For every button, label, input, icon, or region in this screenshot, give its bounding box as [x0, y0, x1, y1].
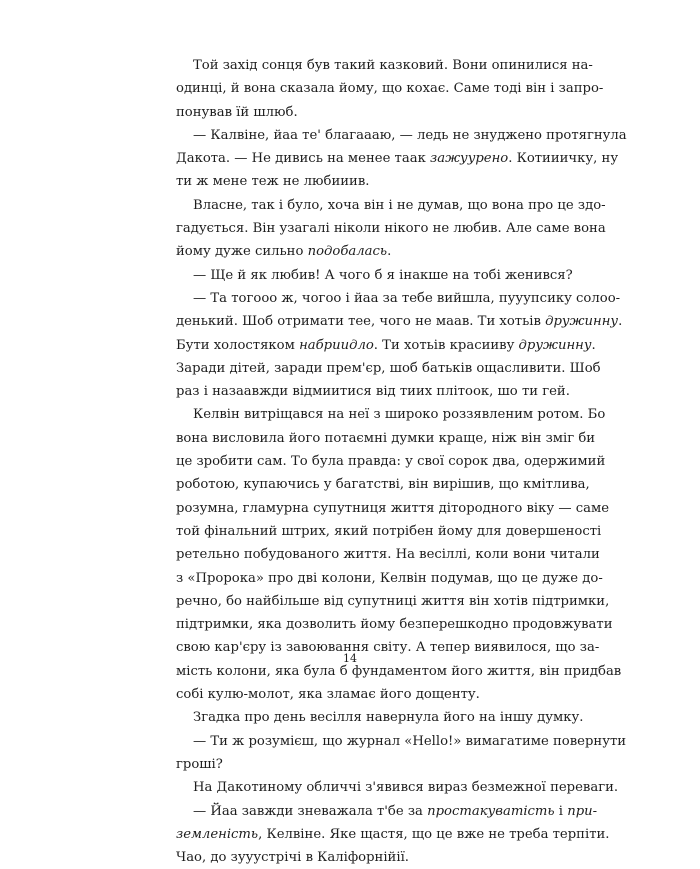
text-line: речно, бо найбільше від супутниці життя він хотів підтримки, [176, 593, 610, 609]
text-line: — Та тогооо ж, чогоо і йаа за тебе вийшла, пууупсику солоо- [193, 290, 621, 306]
text-line: Згадка про день весілля навернула його на іншу думку. [193, 710, 584, 726]
text-line: Келвін витріщався на неї з широко роззявленим ротом. Бо [193, 407, 606, 423]
text-line: Бути холостяком набриидло. Ти хотьів красииву дружинну. [176, 337, 596, 353]
text-line: це зробити сам. То була правда: у свої сорок два, одержимий [176, 454, 606, 470]
text-line: На Дакотиному обличчі з'явився вираз безмежної переваги. [193, 780, 619, 796]
text-line: Чао, до зууустрічі в Каліфорнійії. [176, 850, 409, 866]
text-line: той фінальний штрих, який потрібен йому для довершеності [176, 523, 602, 539]
text-line: — Ще й як любив! А чого б я інакше на тобі женився? [193, 267, 573, 283]
body-text [176, 54, 627, 869]
text-line: — Калвіне, йаа те' благаааю, — ледь не знуджено протягнула [193, 127, 627, 143]
text-line: — Йаа завжди зневажала т'бе за простакуватість і при- [193, 803, 598, 819]
text-line: одинці, й вона сказала йому, що кохає. Саме тоді він і запро- [176, 81, 604, 97]
text-line: йому дуже сильно подобалась. [176, 244, 392, 260]
text-line: розумна, гламурна супутниця життя дітородного віку — саме [176, 500, 610, 516]
text-line: Той захід сонця був такий казковий. Вони опинилися на- [193, 58, 593, 73]
text-line: земленість, Келвіне. Яке щастя, що це вже не треба терпіти. [176, 826, 610, 842]
text-line: вона висловила його потаємні думки краще, ніж він зміг би [176, 430, 596, 446]
text-line: свою кар'єру із завоювання світу. А тепер виявилося, що за- [176, 640, 600, 656]
text-line: понував їй шлюб. [176, 104, 298, 120]
text-line: підтримки, яка дозволить йому безперешкодно продовжувати [176, 617, 613, 633]
text-line: гадується. Він узагалі ніколи нікого не любив. Але саме вона [176, 221, 606, 237]
text-line: — Ти ж розумієш, що журнал «Hello!» вимагатиме повернути [193, 733, 627, 749]
text-line: мість колони, яка була б фундаментом його життя, він придбав [176, 663, 622, 679]
text-line: Дакота. — Не дивись на менее таак зажуурено. Котииичку, ну [176, 151, 619, 167]
text-line: собі кулю-молот, яка зламає його дощенту. [176, 687, 480, 703]
text-line: ретельно побудованого життя. На весіллі, коли вони читали [176, 547, 600, 563]
text-line: раз і назаавжди відмиитися від тиих плітоок, шо ти гей. [176, 384, 570, 400]
page-number: 14 [343, 652, 357, 665]
text-line: Заради дітей, заради прем'єр, шоб батьків ощасливити. Шоб [176, 360, 601, 376]
text-line: ти ж мене теж не любииив. [176, 174, 370, 190]
text-line: Власне, так і було, хоча він і не думав, що вона про це здо- [193, 197, 606, 213]
text-line: роботою, купаючись у багатстві, він вирішив, що кмітлива, [176, 477, 590, 493]
text-line: гроші? [176, 756, 223, 772]
text-line: з «Пророка» про дві колони, Келвін подумав, що це дуже до- [176, 570, 603, 586]
text-line: денький. Шоб отримати тее, чого не маав. Ти хотьів дружинну. [176, 314, 623, 330]
